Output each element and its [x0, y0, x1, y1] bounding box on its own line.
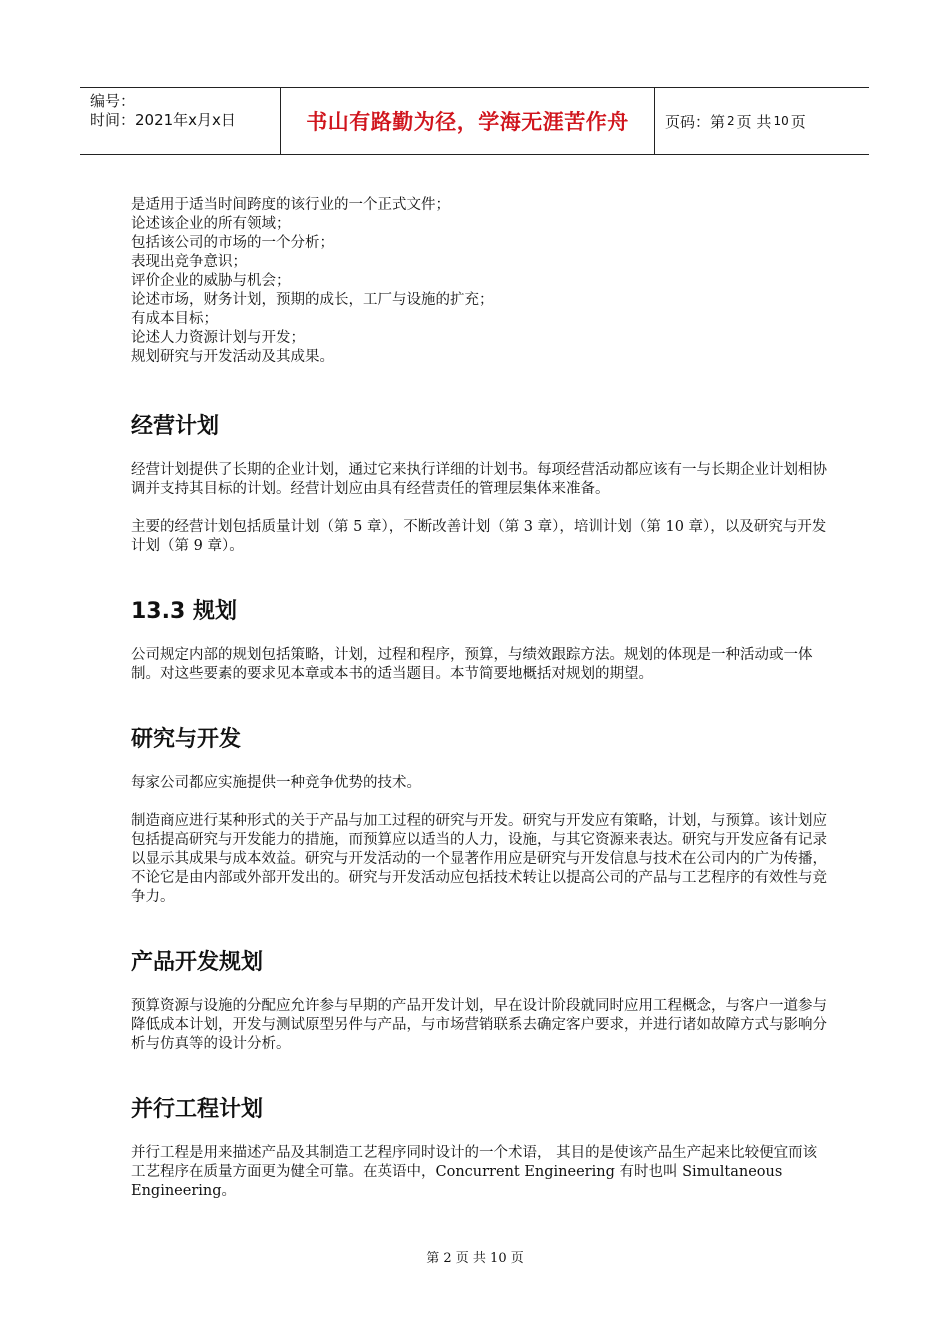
- page-mid: 页 共: [736, 112, 772, 131]
- document-time-label: 时间：2021年x月x日: [90, 111, 236, 129]
- rd-paragraph-1: 每家公司都应实施提供一种竞争优势的技术。: [131, 775, 421, 791]
- list-item: 包括该公司的市场的一个分析；: [131, 235, 334, 251]
- product-paragraph-1: 预算资源与设施的分配应允许参与早期的产品开发计划，早在设计阶段就同时应用工程概念，与客户一道参与降低成本计划，开发与测试原型另件与产品，与市场营销联系去确定客户要求，并进行诸如故障方式与影响分析与仿真等的设计分析。: [131, 998, 827, 1052]
- list-item: 有成本目标；: [131, 311, 218, 327]
- document-body: [131, 196, 831, 1201]
- page-prefix: 页码：第: [665, 112, 726, 131]
- list-item: 表现出竞争意识；: [131, 254, 247, 270]
- page-header: [80, 87, 869, 155]
- section-heading-product: 产品开发规划: [131, 950, 264, 975]
- list-item: 规划研究与开发活动及其成果。: [131, 349, 334, 365]
- rd-paragraph-2: 制造商应进行某种形式的关于产品与加工过程的研究与开发。研究与开发应有策略，计划，与预算。该计划应包括提高研究与开发能力的措施，而预算应以适当的人力，设施，与其它资源来表达。研究与开发应备有记录以显示其成果与成本效益。研究与开发活动的一个显著作用应是研究与开发信息与技术在公司内的广为传播，不论它是由内部或外部开发出的。研究与开发活动应包括技术转让以提高公司的产品与工艺程序的有效性与竞争力。: [131, 813, 827, 905]
- section-heading-planning: 13.3 规划: [131, 599, 237, 624]
- concurrent-paragraph-1: 并行工程是用来描述产品及其制造工艺程序同时设计的一个术语， 其目的是使该产品生产起来比较便宜而该工艺程序在质量方面更为健全可靠。在英语中，Concurrent Engineering 有时也叫 Simultaneous Engineering。: [131, 1145, 818, 1199]
- header-motto: 书山有路勤为径，学海无涯苦作舟: [281, 88, 655, 154]
- list-item: 论述人力资源计划与开发；: [131, 330, 305, 346]
- planning-paragraph-1: 公司规定内部的规划包括策略，计划，过程和程序，预算，与绩效跟踪方法。规划的体现是一种活动或一体制。对这些要素的要求见本章或本书的适当题目。本节简要地概括对规划的期望。: [131, 647, 813, 682]
- page-footer: 第 2 页 共 10 页: [426, 1251, 524, 1266]
- header-meta: [80, 88, 281, 154]
- list-item: 论述该企业的所有领域；: [131, 216, 291, 232]
- document-number-label: 编号：: [90, 92, 136, 110]
- section-heading-concurrent: 并行工程计划: [131, 1097, 264, 1122]
- page-number: 2: [727, 114, 735, 128]
- ops-paragraph-1: 经营计划提供了长期的企业计划，通过它来执行详细的计划书。每项经营活动都应该有一与长期企业计划相协调并支持其目标的计划。经营计划应由具有经营责任的管理层集体来准备。: [131, 462, 827, 497]
- list-item: 是适用于适当时间跨度的该行业的一个正式文件；: [131, 197, 450, 213]
- section-heading-rd: 研究与开发: [131, 727, 242, 752]
- ops-paragraph-2: 主要的经营计划包括质量计划（第 5 章），不断改善计划（第 3 章），培训计划（第 10 章），以及研究与开发计划（第 9 章）。: [131, 519, 827, 554]
- intro-list: [131, 196, 831, 367]
- page-suffix: 页: [790, 112, 806, 131]
- page-total: 10: [773, 114, 789, 128]
- list-item: 评价企业的威胁与机会；: [131, 273, 291, 289]
- list-item: 论述市场，财务计划，预期的成长，工厂与设施的扩充；: [131, 292, 494, 308]
- section-heading-ops: 经营计划: [131, 414, 220, 439]
- header-page-info: [655, 88, 869, 154]
